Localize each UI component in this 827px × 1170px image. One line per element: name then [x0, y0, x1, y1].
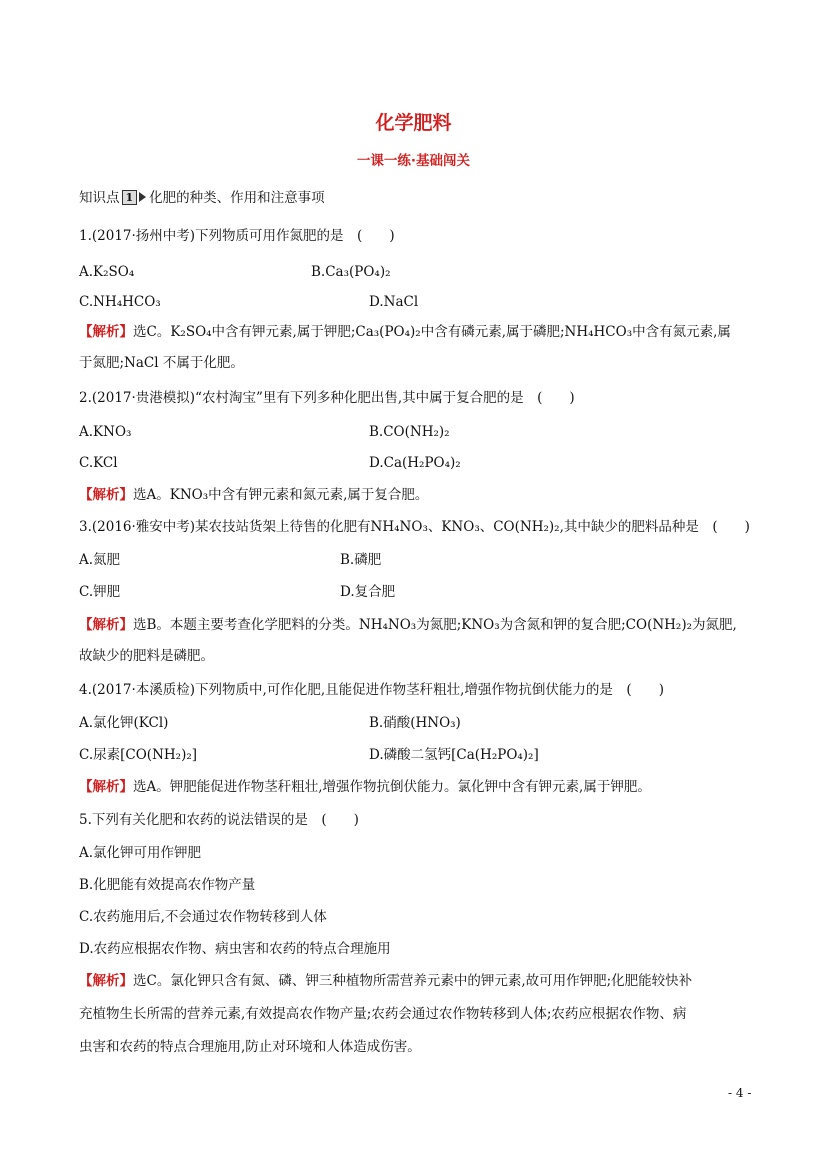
question-4-option-d: D.磷酸二氢钙[Ca(H₂PO₄)₂] — [369, 747, 539, 763]
question-1-option-d: D.NaCl — [369, 294, 419, 310]
question-3-analysis — [79, 615, 737, 635]
question-1-option-a: A.K₂SO₄ — [79, 264, 135, 280]
knowledge-point-heading — [79, 188, 325, 208]
question-5-analysis-cont-2: 虫害和农药的特点合理施用,防止对环境和人体造成伤害。 — [79, 1039, 421, 1055]
question-5-option-b: B.化肥能有效提高农作物产量 — [79, 877, 256, 893]
triangle-arrow-icon — [139, 192, 146, 202]
question-4-option-a: A.氯化钾(KCl) — [79, 715, 169, 731]
question-3-option-b: B.磷肥 — [340, 552, 382, 568]
analysis-text: 选C。K₂SO₄中含有钾元素,属于钾肥;Ca₃(PO₄)₂中含有磷元素,属于磷肥;NH₄HCO₃中含有氮元素,属 — [133, 324, 731, 340]
analysis-label: 【解析】 — [79, 779, 133, 795]
knowledge-point-prefix: 知识点 — [79, 190, 120, 206]
question-1-option-b: B.Ca₃(PO₄)₂ — [311, 264, 391, 280]
question-2-option-d: D.Ca(H₂PO₄)₂ — [369, 455, 461, 471]
question-2-option-c: C.KCl — [79, 455, 118, 471]
page-subtitle: 一课一练·基础闯关 — [356, 153, 471, 169]
question-4-stem: 4.(2017·本溪质检)下列物质中,可作化肥,且能促进作物茎秆粗壮,增强作物抗倒伏能力的是 ( ) — [79, 682, 664, 698]
question-3-option-d: D.复合肥 — [340, 584, 396, 600]
question-4-option-b: B.硝酸(HNO₃) — [369, 715, 461, 731]
question-5-analysis — [79, 971, 692, 991]
question-2-option-b: B.CO(NH₂)₂ — [369, 424, 450, 440]
question-5-option-c: C.农药施用后,不会通过农作物转移到人体 — [79, 909, 327, 925]
question-2-option-a: A.KNO₃ — [79, 424, 132, 440]
question-4-option-c: C.尿素[CO(NH₂)₂] — [79, 747, 198, 763]
analysis-text: 选A。KNO₃中含有钾元素和氮元素,属于复合肥。 — [133, 487, 429, 503]
question-3-analysis-cont: 故缺少的肥料是磷肥。 — [79, 648, 214, 664]
question-3-option-c: C.钾肥 — [79, 584, 121, 600]
question-2-analysis — [79, 485, 428, 505]
analysis-text: 选A。钾肥能促进作物茎秆粗壮,增强作物抗倒伏能力。氯化钾中含有钾元素,属于钾肥。 — [133, 779, 651, 795]
knowledge-point-text: 化肥的种类、作用和注意事项 — [149, 190, 325, 206]
question-5-option-a: A.氯化钾可用作钾肥 — [79, 845, 202, 861]
knowledge-point-number: 1 — [122, 190, 138, 205]
question-1-option-c: C.NH₄HCO₃ — [79, 294, 161, 310]
question-3-option-a: A.氮肥 — [79, 552, 121, 568]
page-title: 化学肥料 — [375, 112, 452, 134]
analysis-text: 选C。氯化钾只含有氮、磷、钾三种植物所需营养元素中的钾元素,故可用作钾肥;化肥能较快补 — [133, 973, 693, 989]
question-2-stem: 2.(2017·贵港模拟)“农村淘宝”里有下列多种化肥出售,其中属于复合肥的是 ( ) — [79, 390, 575, 406]
question-1-analysis-cont: 于氮肥;NaCl 不属于化肥。 — [79, 355, 244, 371]
analysis-label: 【解析】 — [79, 324, 133, 340]
analysis-text: 选B。本题主要考查化学肥料的分类。NH₄NO₃为氮肥;KNO₃为含氮和钾的复合肥;CO(NH₂)₂为氮肥, — [133, 617, 737, 633]
question-5-option-d: D.农药应根据农作物、病虫害和农药的特点合理施用 — [79, 941, 391, 957]
question-4-analysis — [79, 777, 651, 797]
page-number: - 4 - — [728, 1086, 752, 1100]
question-1-analysis — [79, 322, 731, 342]
question-1-stem: 1.(2017·扬州中考)下列物质可用作氮肥的是 ( ) — [79, 228, 395, 244]
question-5-analysis-cont-1: 充植物生长所需的营养元素,有效提高农作物产量;农药会通过农作物转移到人体;农药应根据农作物、病 — [79, 1006, 687, 1022]
analysis-label: 【解析】 — [79, 487, 133, 503]
analysis-label: 【解析】 — [79, 973, 133, 989]
question-3-stem: 3.(2016·雅安中考)某农技站货架上待售的化肥有NH₄NO₃、KNO₃、CO(NH₂)₂,其中缺少的肥料品种是 ( ) — [79, 519, 750, 535]
analysis-label: 【解析】 — [79, 617, 133, 633]
question-5-stem: 5.下列有关化肥和农药的说法错误的是 ( ) — [79, 812, 359, 828]
